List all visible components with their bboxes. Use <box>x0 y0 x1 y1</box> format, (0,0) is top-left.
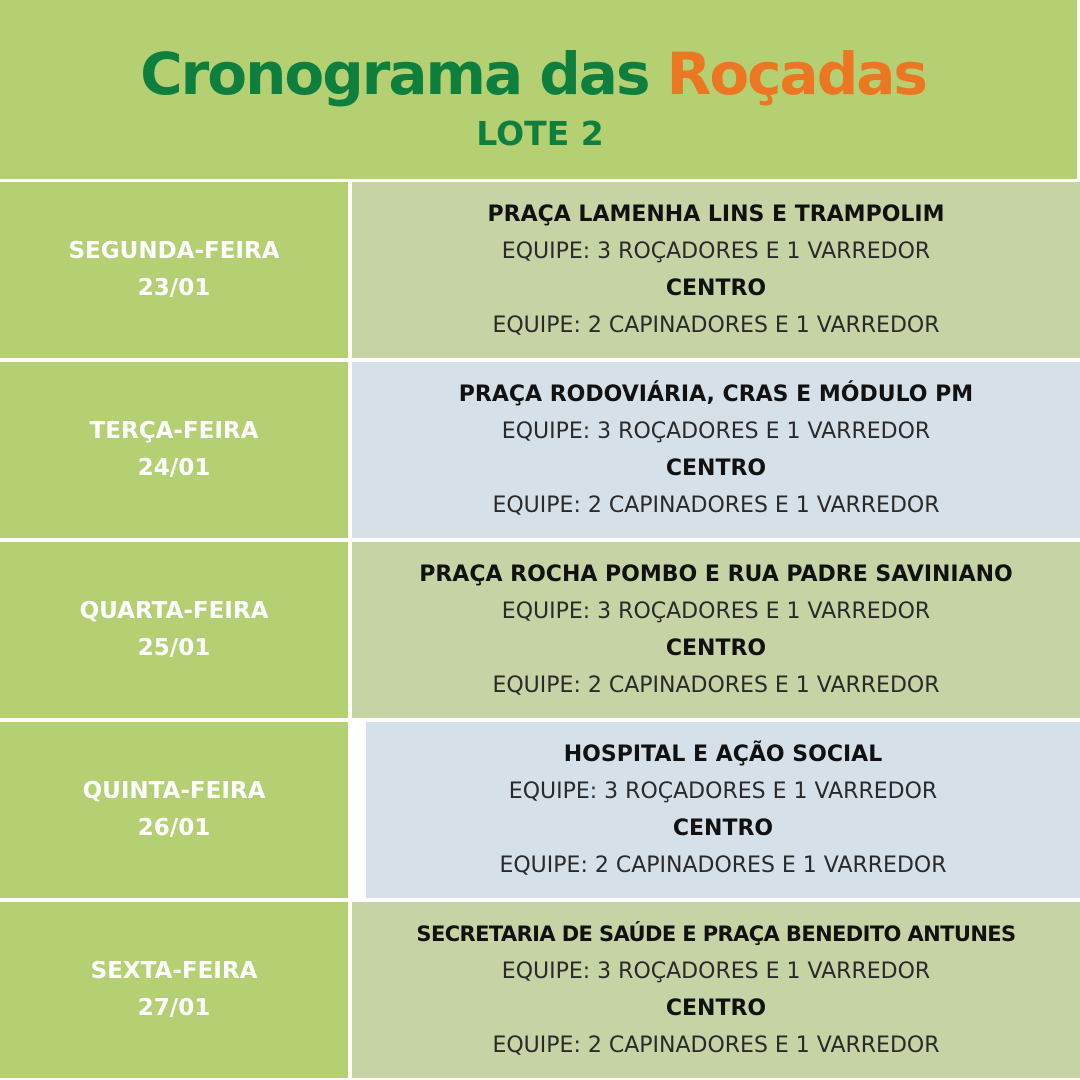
day-name: QUINTA-FEIRA <box>82 778 266 804</box>
day-name: TERÇA-FEIRA <box>89 418 259 444</box>
day-cell-friday <box>0 902 348 1078</box>
task-team: EQUIPE: 2 CAPINADORES E 1 VARREDOR <box>492 673 940 698</box>
tasks-cell-monday <box>352 182 1080 358</box>
day-date: 25/01 <box>137 635 211 661</box>
day-cell-wednesday <box>0 542 348 718</box>
task-team: EQUIPE: 3 ROÇADORES E 1 VARREDOR <box>501 599 931 624</box>
day-date: 23/01 <box>137 275 211 301</box>
task-location: HOSPITAL E AÇÃO SOCIAL <box>563 742 883 767</box>
day-date: 27/01 <box>137 995 211 1021</box>
tasks-cell-friday <box>352 902 1080 1078</box>
title-part-green: Cronograma das <box>140 40 649 108</box>
task-location: PRAÇA ROCHA POMBO E RUA PADRE SAVINIANO <box>419 562 1013 587</box>
day-date: 26/01 <box>137 815 211 841</box>
tasks-cell-tuesday <box>352 362 1080 538</box>
task-location: CENTRO <box>665 996 767 1021</box>
day-name: SEGUNDA-FEIRA <box>68 238 280 264</box>
task-location: CENTRO <box>665 456 767 481</box>
day-cell-tuesday <box>0 362 348 538</box>
task-team: EQUIPE: 3 ROÇADORES E 1 VARREDOR <box>501 239 931 264</box>
poster-title <box>0 34 1066 114</box>
task-team: EQUIPE: 3 ROÇADORES E 1 VARREDOR <box>508 779 938 804</box>
task-location: CENTRO <box>665 636 767 661</box>
day-name: QUARTA-FEIRA <box>79 598 269 624</box>
tasks-cell-thursday <box>366 722 1080 898</box>
task-team: EQUIPE: 2 CAPINADORES E 1 VARREDOR <box>492 493 940 518</box>
title-part-orange: Roçadas <box>666 40 926 108</box>
task-team: EQUIPE: 3 ROÇADORES E 1 VARREDOR <box>501 959 931 984</box>
poster-subtitle: LOTE 2 <box>476 114 604 153</box>
day-name: SEXTA-FEIRA <box>90 958 258 984</box>
task-location: PRAÇA LAMENHA LINS E TRAMPOLIM <box>487 202 945 227</box>
day-cell-thursday <box>0 722 348 898</box>
task-location: PRAÇA RODOVIÁRIA, CRAS E MÓDULO PM <box>458 382 974 407</box>
day-date: 24/01 <box>137 455 211 481</box>
poster-header <box>0 0 1077 179</box>
task-location: SECRETARIA DE SAÚDE E PRAÇA BENEDITO ANTUNES <box>416 922 1016 946</box>
tasks-cell-wednesday <box>352 542 1080 718</box>
task-location: CENTRO <box>665 276 767 301</box>
day-cell-monday <box>0 182 348 358</box>
task-team: EQUIPE: 2 CAPINADORES E 1 VARREDOR <box>499 853 947 878</box>
task-team: EQUIPE: 3 ROÇADORES E 1 VARREDOR <box>501 419 931 444</box>
task-team: EQUIPE: 2 CAPINADORES E 1 VARREDOR <box>492 313 940 338</box>
task-team: EQUIPE: 2 CAPINADORES E 1 VARREDOR <box>492 1033 940 1058</box>
task-location: CENTRO <box>672 816 774 841</box>
